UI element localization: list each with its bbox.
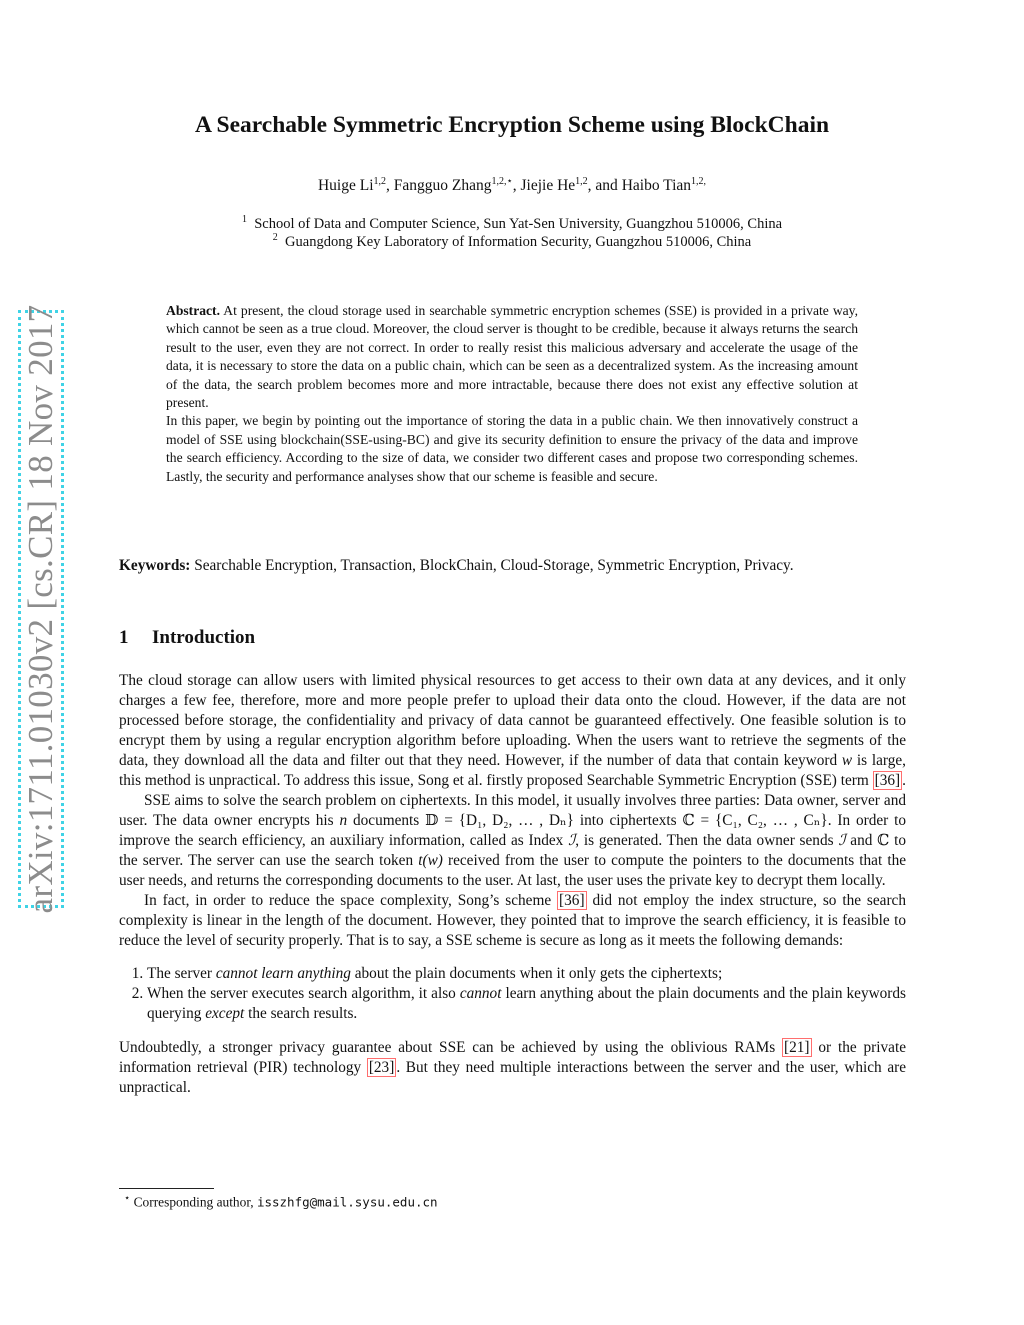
list-item	[147, 984, 906, 1024]
footnote-divider	[119, 1188, 214, 1189]
section-number: 1	[119, 627, 129, 648]
emphasis: except	[205, 1005, 245, 1022]
text-run: the search results.	[244, 1005, 358, 1022]
author-affiliation-mark: 1,2,⋆	[491, 176, 513, 187]
text-run: .	[902, 772, 906, 789]
paragraph	[119, 791, 906, 891]
emphasis: cannot learn anything	[215, 965, 351, 982]
affiliation	[0, 232, 1024, 251]
text-run: documents 𝔻 = {D₁, D₂, … , Dₙ} into ciphertexts ℂ = {C₁, C₂, … , Cₙ}. In order to improve the search efficiency, an auxiliary information, called as Index	[119, 812, 907, 849]
text-run: The cloud storage can allow users with limited physical resources to get access to their own data at any devices, and it only charges a few fee, therefore, more and more people prefer to upload their data onto the cloud. However, if the data are not processed before storage, the confidentiality and privacy of data cannot be guaranteed effectively. One feasible solution is to encrypt them by using a regular encryption algorithm before uploading. When the users want to retrieve the segments of the data, they download all the data and filter out that they need. However, if the number of data that contain keyword	[119, 672, 906, 769]
affiliation-text: Guangdong Key Laboratory of Information Security, Guangzhou 510006, China	[285, 233, 752, 250]
paragraph	[119, 671, 906, 791]
text-run: about the plain documents when it only gets the ciphertexts;	[350, 965, 723, 982]
footnote-text: Corresponding author,	[133, 1194, 257, 1210]
text-run: SSE aims to solve the search problem on ciphertexts. In this model, it usually involves three parties: Data owner, server and user. The data owner encrypts his	[119, 792, 906, 829]
affiliation	[0, 214, 1024, 233]
abstract-paragraph: In this paper, we begin by pointing out the importance of storing the data in a public chain. We then innovatively construct a model of SSE using blockchain(SSE-using-BC) and give its security definition to ensure the privacy of the data and improve the search efficiency. According to the size of data, we consider two different cases and propose two corresponding schemes. Lastly, the security and performance analyses show that our scheme is feasible and secure.	[166, 413, 858, 484]
math-variable: w	[841, 752, 853, 769]
footnote-mark: ⋆	[124, 1193, 131, 1204]
citation-link[interactable]: [21]	[784, 1039, 810, 1056]
citation-link[interactable]: [23]	[368, 1059, 395, 1076]
text-run: The server	[147, 965, 216, 982]
author-separator: ,	[386, 177, 394, 195]
text-run: . But they need multiple interactions between the server and the user, which are unpractical.	[119, 1059, 907, 1096]
paragraph	[119, 891, 906, 951]
text-run: learn anything about the plain documents and the plain keywords querying	[147, 985, 907, 1022]
section-title: Introduction	[152, 627, 256, 648]
author-separator: , and	[587, 177, 622, 195]
affiliation-text: School of Data and Computer Science, Sun Yat-Sen University, Guangzhou 510006, China	[254, 215, 783, 232]
text-run: , is generated. Then the data owner sends	[575, 832, 839, 849]
author-name: Fangguo Zhang	[393, 177, 492, 195]
text-run: did not employ the index structure, so the search complexity is linear in the length of the document. However, they pointed that to improve the search efficiency, it is feasible to reduce the level of security properly. That is to say, a SSE scheme is secure as long as it meets the following demands:	[119, 892, 906, 949]
arxiv-stamp	[18, 304, 64, 914]
text-run: Undoubtedly, a stronger privacy guarantee about SSE can be achieved by using the oblivious RAMs	[119, 1039, 783, 1056]
list-item	[147, 964, 906, 984]
email-link[interactable]: isszhfg@mail.sysu.edu.cn	[256, 1194, 438, 1210]
abstract-text: At present, the cloud storage used in searchable symmetric encryption schemes (SSE) is provided in a private way, which cannot be seen as a true cloud. Moreover, the cloud server is thought to be credible, because it always returns the search result to the user, even they are not correct. In order to really resist this malicious adversary and accelerate the usage of the data, it is necessary to store the data on a public chain, which can be seen as a decentralized system. As the increasing amount of the data, the search problem becomes more and more intractable, because there does not exist any effective solution at present.	[166, 303, 858, 411]
footnote	[124, 1193, 438, 1210]
citation-link[interactable]: [36]	[874, 772, 901, 789]
paper-title: A Searchable Symmetric Encryption Scheme using BlockChain	[194, 112, 830, 138]
body-text	[119, 671, 906, 1098]
demands-list	[119, 964, 906, 1024]
author-list	[0, 176, 1024, 195]
text-run: When the server executes search algorithm, it also	[147, 985, 460, 1002]
arxiv-identifier: arXiv:1711.01030v2 [cs.CR] 18 Nov 2017	[21, 304, 60, 914]
keywords	[119, 556, 906, 576]
text-run: or the private information retrieval (PIR) technology	[119, 1039, 907, 1076]
keywords-text: Searchable Encryption, Transaction, BlockChain, Cloud-Storage, Symmetric Encryption, Privacy.	[194, 557, 794, 574]
citation-link[interactable]: [36]	[559, 892, 585, 909]
keywords-label: Keywords:	[119, 557, 191, 574]
math-variable: ℐ	[838, 832, 846, 849]
affiliation-number: 2	[272, 232, 278, 243]
math-variable: t(w)	[418, 852, 443, 869]
author-affiliation-mark: 1,2	[373, 176, 386, 187]
author-name: Haibo Tian	[621, 177, 692, 195]
abstract-paragraph	[166, 302, 858, 412]
abstract	[166, 302, 858, 486]
text-run: is large, this method is unpractical. To address this issue, Song et al. firstly proposed Searchable Symmetric Encryption (SSE) term	[119, 752, 906, 789]
emphasis: cannot	[459, 985, 502, 1002]
affiliation-number: 1	[241, 214, 247, 225]
text-run: and ℂ to the server. The server can use the search token	[119, 832, 906, 869]
author-separator: ,	[512, 177, 521, 195]
abstract-label: Abstract.	[166, 303, 220, 318]
author-name: Jiejie He	[520, 177, 576, 195]
paragraph	[119, 1038, 906, 1098]
math-variable: n	[339, 812, 348, 829]
section-heading	[119, 627, 255, 649]
text-run: In fact, in order to reduce the space complexity, Song’s scheme	[144, 892, 558, 909]
math-variable: ℐ	[568, 832, 576, 849]
author-affiliation-mark: 1,2	[575, 176, 588, 187]
author-affiliation-mark: 1,2,	[691, 176, 707, 187]
author-name: Huige Li	[317, 177, 374, 195]
text-run: received from the user to compute the pointers to the documents that the user needs, and returns the corresponding documents to the user. At last, the user uses the private key to decrypt them locally.	[119, 852, 907, 889]
